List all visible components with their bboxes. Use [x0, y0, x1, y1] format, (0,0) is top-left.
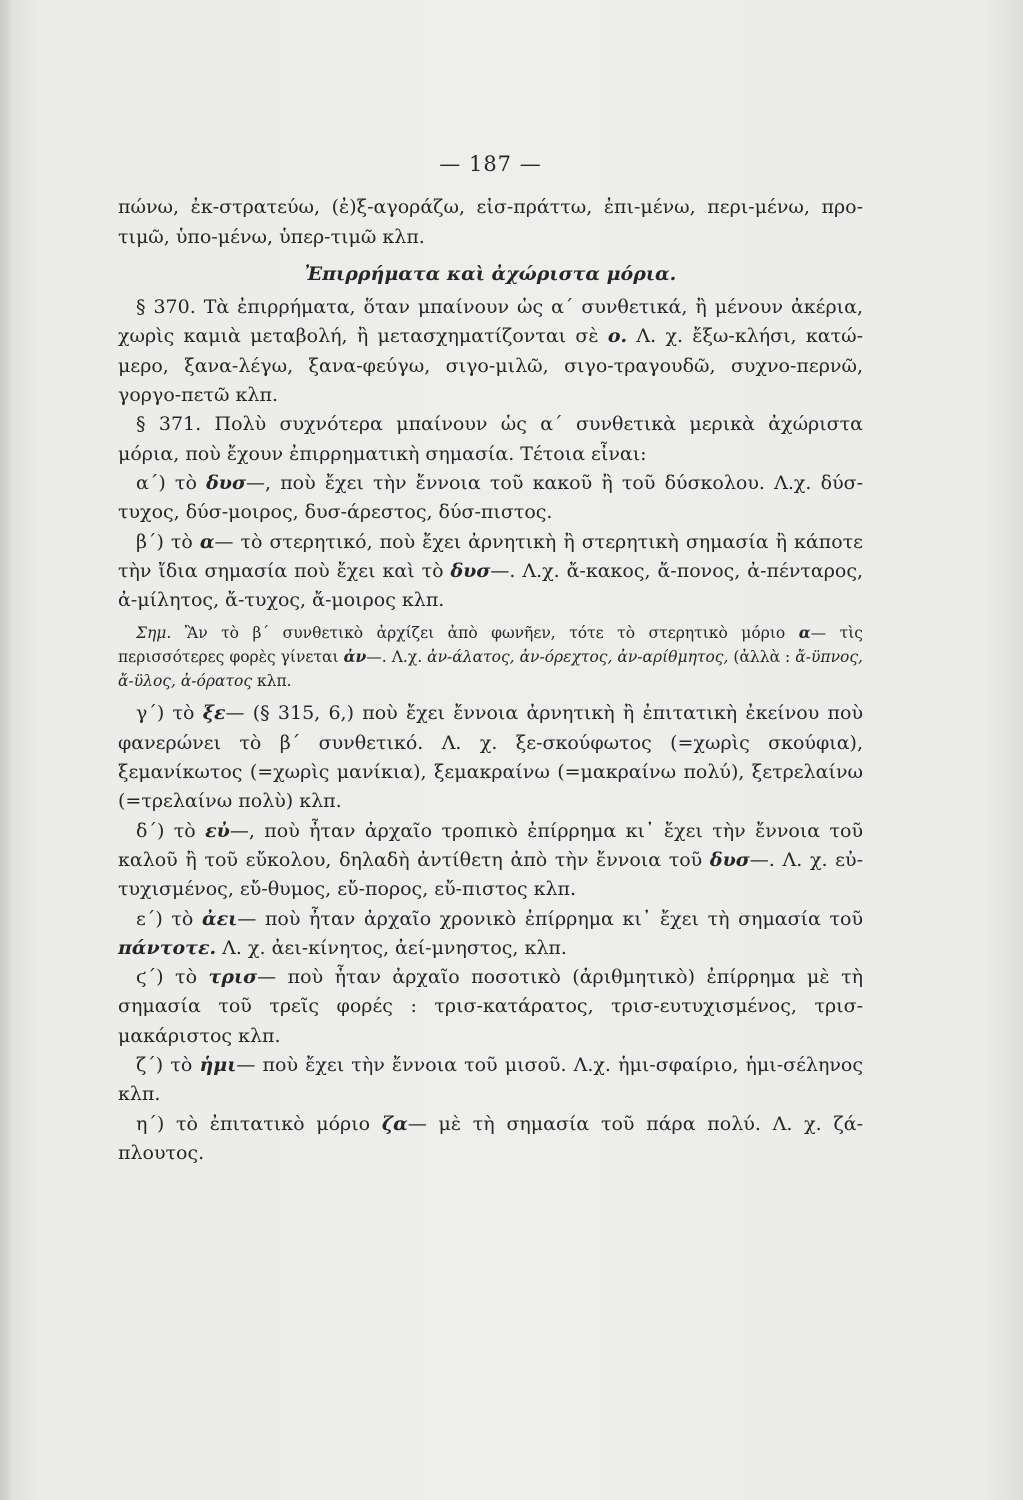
item-e-bold: ἀει	[201, 907, 238, 930]
note	[118, 621, 863, 693]
item-g	[118, 1051, 863, 1110]
item-a-bold: δυσ	[206, 471, 246, 494]
item-b-label: β΄) τὸ	[136, 530, 193, 553]
item-g-bold: ἡμι	[199, 1054, 237, 1077]
item-e-text-b: Λ. χ. ἀει-κίνητος, ἀεί-μνηστος, κλπ.	[222, 936, 567, 959]
note-italic-examples: ἀν-άλατος, ἀν-όρεχτος, ἀν-αρίθμητος,	[427, 648, 729, 667]
item-b-text-b: —. Λ.χ. ἄ-κακος, ἄ-πονος, ἀ-πένταρος, ἀ-μίλητος, ἄ-τυχος, ἄ-μοιρος κλπ.	[118, 559, 864, 612]
item-c-bold: ξε	[202, 702, 226, 725]
item-e-label: ε΄) τὸ	[136, 907, 194, 930]
item-h-text: — μὲ τὴ σημασία τοῦ πάρα πολύ. Λ. χ. ζά-πλουτος.	[118, 1112, 863, 1164]
paragraph-370-text-b: Λ. χ. ἔξω-κλήσι, κατώ-μερο, ξανα-λέγω, ξανα-φεύγω, σιγο-μιλῶ, σιγο-τραγουδῶ, συχνο-περνῶ, γοργο-πετῶ κλπ.	[118, 325, 863, 407]
item-c-label: γ΄) τὸ	[136, 702, 195, 725]
page-spine-shadow	[0, 0, 14, 1500]
item-f	[118, 963, 863, 1051]
item-d-text-a: —, ποὺ ἦταν ἀρχαῖο τροπικὸ ἐπίρρημα κι᾽ ἔχει τὴν ἔννοια τοῦ καλοῦ ἢ τοῦ εὔκολου, δηλαδὴ ἀντίθετη ἀπὸ τὴν ἔννοια τοῦ	[118, 819, 863, 871]
item-c	[118, 699, 863, 816]
paragraph-371: § 371. Πολὺ συχνότερα μπαίνουν ὡς α΄ συνθετικὰ μερικὰ ἀχώριστα μόρια, ποὺ ἔχουν ἐπιρρηματικὴ σημασία. Τέτοια εἶναι:	[118, 413, 863, 465]
section-heading: Ἐπιρρήματα καὶ ἀχώριστα μόρια.	[304, 262, 677, 285]
item-h-label: η΄) τὸ ἐπιτατικὸ μόριο	[136, 1112, 371, 1135]
paragraph-370-text-a: § 370. Τὰ ἐπιρρήματα, ὅταν μπαίνουν ὡς α΄ συνθετικά, ἢ μένουν ἀκέρια, χωρὶς καμιὰ μεταβολή, ἢ μετασχηματίζονται σὲ	[118, 296, 863, 348]
item-g-text: — ποὺ ἔχει τὴν ἔννοια τοῦ μισοῦ. Λ.χ. ἡμι-σφαίριο, ἡμι-σέληνος κλπ.	[118, 1054, 863, 1106]
item-d	[118, 817, 863, 905]
paragraph-370	[118, 293, 863, 410]
item-a-text: —, ποὺ ἔχει τὴν ἔννοια τοῦ κακοῦ ἢ τοῦ δύσκολου. Λ.χ. δύσ-τυχος, δύσ-μοιρος, δυσ-άρεστος, δύσ-πιστος.	[118, 471, 864, 524]
note-text-b: — τὶς περισσότερες φορὲς γίνεται	[118, 624, 863, 667]
item-d-label: δ΄) τὸ	[136, 819, 196, 842]
page-number: — 187 —	[439, 152, 542, 176]
item-b-bold2: δυσ	[450, 559, 491, 582]
item-g-label: ζ΄) τὸ	[136, 1054, 193, 1077]
item-f-text: — ποὺ ἦταν ἀρχαῖο ποσοτικὸ (ἀριθμητικὸ) ἐπίρρημα μὲ τὴ σημασία τοῦ τρεῖς φορές : τρισ-κατάρατος, τρισ-ευτυχισμένος, τρισ-μακάριστος κλπ.	[118, 966, 863, 1047]
item-b-text-a: — τὸ στερητικό, ποὺ ἔχει ἀρνητικὴ ἢ στερητικὴ σημασία ἢ κάποτε τὴν ἴδια σημασία ποὺ ἔχει καὶ τὸ	[118, 530, 863, 582]
item-h-bold: ζα	[381, 1112, 408, 1135]
note-label: Σημ.	[136, 624, 172, 643]
item-b	[118, 528, 863, 616]
item-b-bold: α	[199, 530, 215, 553]
note-bold2: ἀν	[343, 647, 367, 667]
note-text-d: (ἀλλὰ :	[733, 648, 791, 667]
item-f-label: ϛ΄) τὸ	[136, 966, 198, 989]
item-a-label: α΄) τὸ	[136, 471, 197, 494]
item-a	[118, 469, 863, 528]
item-d-bold2: δυσ	[709, 848, 750, 871]
item-e-bold2: πάντοτε.	[118, 936, 217, 959]
note-bold1: α	[798, 623, 811, 643]
note-italic-examples2: ἄ-ϋπνος, ἄ-ϋλος, ἀ-όρατος	[118, 648, 863, 691]
note-text-c: —. Λ.χ.	[366, 648, 423, 667]
paragraph-370-bold-o: ο.	[607, 325, 628, 348]
item-h	[118, 1110, 863, 1169]
item-e	[118, 905, 863, 964]
intro-paragraph: πώνω, ἐκ-στρατεύω, (ἐ)ξ-αγοράζω, εἰσ-πράττω, ἐπι-μένω, περι-μένω, προ-τιμῶ, ὑπο-μένω, ὑπερ-τιμῶ κλπ.	[118, 196, 863, 248]
item-c-text: — (§ 315, 6,) ποὺ ἔχει ἔννοια ἀρνητικὴ ἢ ἐπιτατικὴ ἐκείνου ποὺ φανερώνει τὸ β΄ συνθετικό. Λ. χ. ξε-σκούφωτος (=χωρὶς σκούφια), ξεμανίκωτος (=χωρὶς μανίκια), ξεμακραίνω (=μακραίνω πολύ), ξετρελαίνω (=τρελαίνω πολὺ) κλπ.	[118, 702, 863, 813]
note-text-e: κλπ.	[256, 672, 292, 691]
note-text-a: Ἂν τὸ β΄ συνθετικὸ ἀρχίζει ἀπὸ φωνῆεν, τότε τὸ στερητικὸ μόριο	[184, 624, 786, 643]
item-f-bold: τρισ	[208, 966, 258, 989]
item-e-text-a: — ποὺ ἦταν ἀρχαῖο χρονικὸ ἐπίρρημα κι᾽ ἔχει τὴ σημασία τοῦ	[237, 907, 863, 930]
page-text-block	[118, 150, 863, 1168]
item-d-bold: εὐ	[205, 819, 230, 842]
item-d-text-b: —. Λ. χ. εὐ-τυχισμένος, εὔ-θυμος, εὔ-πορος, εὔ-πιστος κλπ.	[118, 848, 863, 901]
